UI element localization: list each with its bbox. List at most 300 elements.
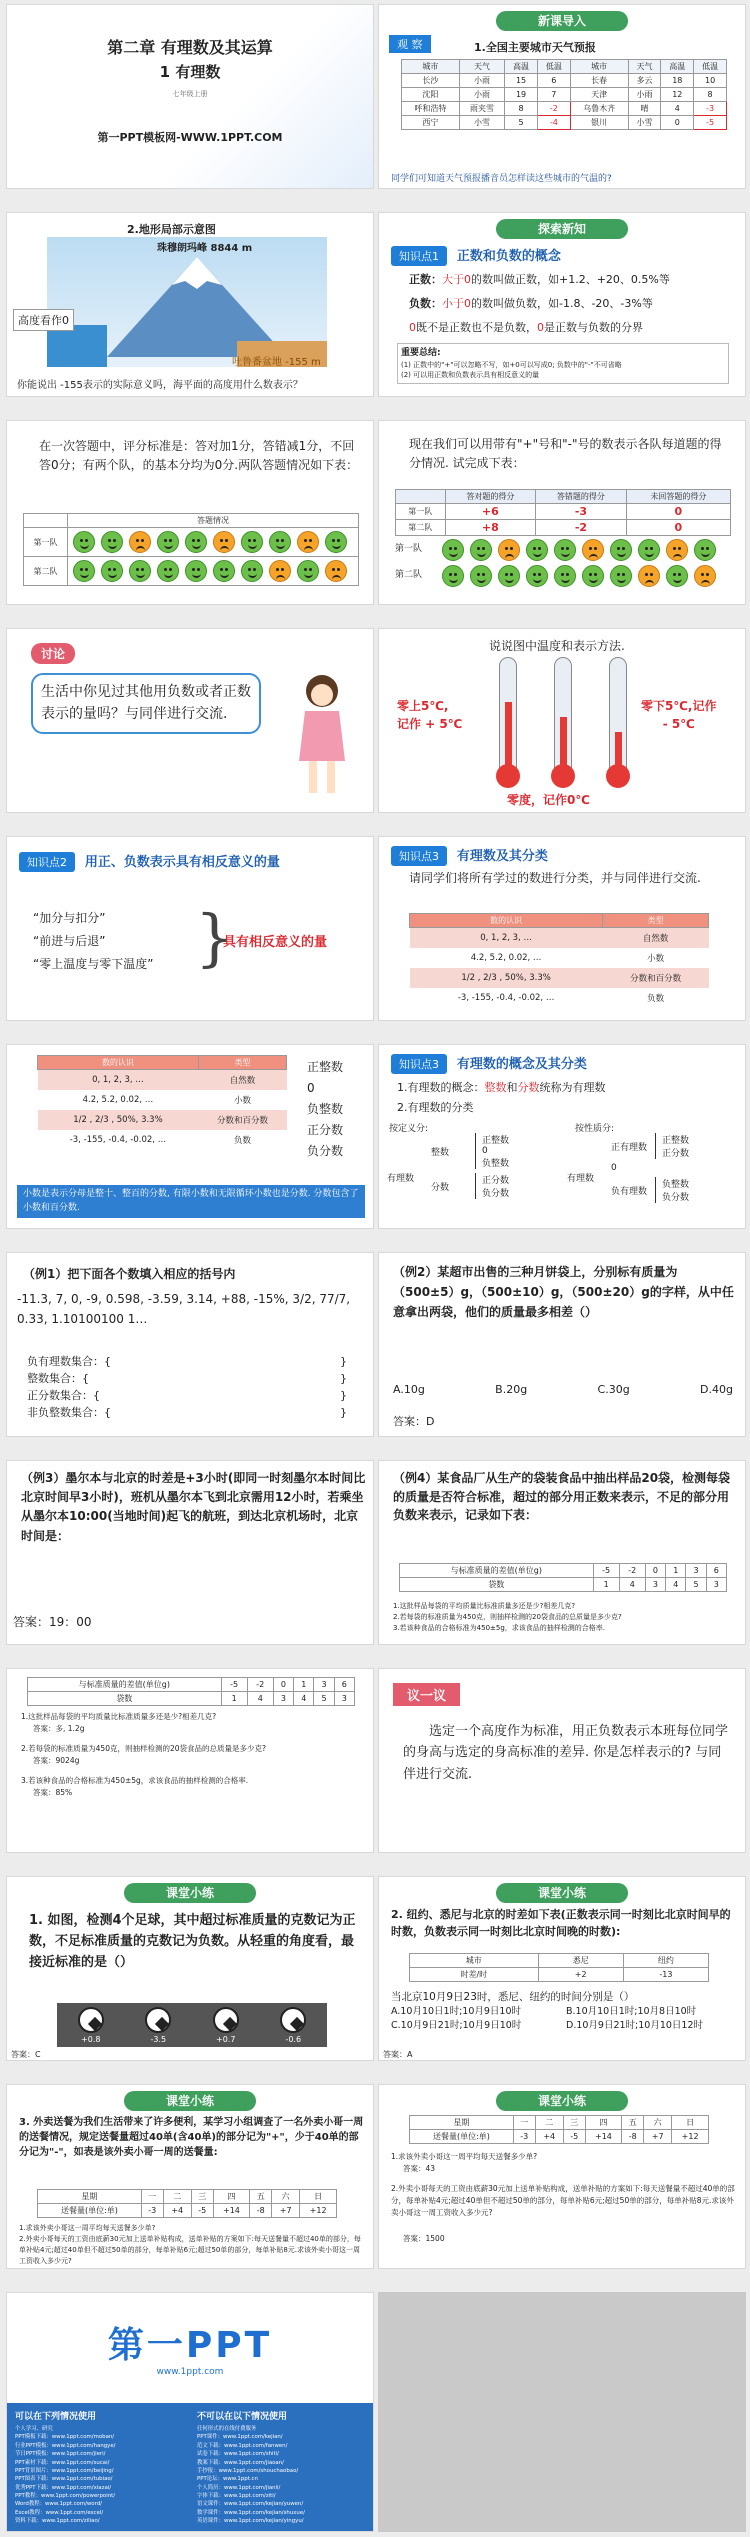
table-row	[28, 1678, 355, 1692]
table-cell: -5	[593, 1564, 619, 1578]
table-cell: 1	[221, 1692, 247, 1706]
tree-root-right: 有理数	[567, 1174, 595, 1184]
classify-text: 请同学们将所有学过的数进行分类，并与同伴进行交流.	[409, 871, 701, 885]
table-cell: -3	[513, 2130, 535, 2144]
table-cell: 小雪	[628, 116, 661, 130]
thermo-title: 说说图中温度和表示方法.	[489, 639, 625, 653]
example1-title: （例1）把下面各个数填入相应的括号内	[23, 1267, 236, 1281]
table-cell: 6	[334, 1678, 354, 1692]
girl-icon	[287, 669, 357, 799]
empty-slot	[378, 2292, 746, 2532]
option: C.30g	[597, 1383, 630, 1396]
category-label: 负分数	[307, 1144, 344, 1158]
table-row	[410, 1954, 709, 1968]
slide-classify[interactable]	[378, 836, 746, 1021]
soccer-ball-item	[207, 2007, 245, 2044]
table-cell: 星期	[410, 2116, 514, 2130]
brand-logo: 第一PPT	[107, 2325, 273, 2366]
resource-link: PPT模板下载：www.1ppt.com/moban/	[15, 2434, 115, 2441]
table-row	[38, 1070, 287, 1091]
answer-set-label: 非负整数集合：{	[27, 1406, 111, 1420]
table-cell: 6	[706, 1564, 726, 1578]
tree-leaves	[475, 1133, 509, 1169]
table-cell: +14	[213, 2204, 250, 2218]
ball-weight-label: -0.6	[285, 2034, 302, 2044]
resource-link: 数学课件：www.1ppt.com/kejian/shuxue/	[197, 2509, 305, 2516]
discussion-badge: 讨论	[31, 643, 75, 664]
practice1-answer: 答案：C	[11, 2050, 41, 2059]
terrain-figure	[47, 237, 327, 367]
table-cell: 3	[334, 1692, 354, 1706]
practice3-subquestions: 1.求该外卖小哥这一周平均每天送餐多少单? 2.外卖小哥每天的工资由底薪30元加上送单补贴构成，送单补贴的方案如下:每天送餐量不超过40单的部分，每单补贴4元;超过40单但不超过50单的部分，每单补贴6元;超过50单的部分，每单补贴8元.求该外卖小哥这一周工资收入多少元?	[19, 2224, 361, 2265]
table-cell: 4	[294, 1692, 314, 1706]
delivery-table	[37, 2189, 337, 2218]
slide-title[interactable]	[6, 4, 374, 189]
practice-banner: 课堂小练	[124, 1883, 256, 1903]
option: A.10月10日1时;10月9日10时	[391, 2006, 521, 2017]
answer-set-close: }	[340, 1406, 347, 1420]
table-cell: 小雨	[459, 88, 504, 102]
terrain-question: 你能说出 -155表示的实际意义吗，海平面的高度用什么数表示？	[17, 380, 303, 391]
table-header: 天气	[459, 60, 504, 74]
slide-example4-answer[interactable]	[6, 1668, 374, 1853]
option: A.10g	[393, 1383, 425, 1396]
resource-link: 行业PPT模板：www.1ppt.com/hangye/	[15, 2442, 116, 2449]
table-row	[410, 928, 709, 949]
table-cell: -8	[250, 2204, 272, 2218]
practice3-question: 3. 外卖送餐为我们生活带来了许多便利，某学习小组调查了一名外卖小哥一周的送餐情况，规定送餐量超过40单(含40单)的部分记为"+"，少于40单的部分记为"-"，如表是该外卖小哥一周的送餐量:	[19, 2117, 364, 2158]
table-cell: -5	[694, 116, 727, 130]
table-cell: 日	[672, 2116, 709, 2130]
table-header: 答对题的得分	[445, 490, 536, 504]
table-cell: 小雨	[459, 74, 504, 88]
tree-node: 分数	[431, 1182, 450, 1193]
table-cell: -5	[191, 2204, 213, 2218]
delivery-table	[409, 2115, 709, 2144]
table-header: 高温	[661, 60, 694, 74]
table-cell: 雨夹雪	[459, 102, 504, 116]
example2-answer: 答案：D	[393, 1415, 435, 1428]
slide-opposite-quantities[interactable]	[6, 836, 374, 1021]
table-header: 未回答题的得分	[626, 490, 730, 504]
opposite-list: “加分与扣分” “前进与后退” “零上温度与零下温度”	[33, 911, 154, 971]
scoring-faces-table: 答题情况 第一队 第二队	[23, 513, 359, 586]
example2-question: （例2）某超市出售的三种月饼袋上，分别标有质量为（500±5）g，（500±10）g，（500±20）g的字样，从中任意拿出两袋，他们的质量最多相差（）	[393, 1265, 734, 1319]
resource-link: PPT图表下载：www.1ppt.com/tubiao/	[15, 2476, 113, 2483]
table-cell: 自然数	[642, 934, 669, 944]
soccer-ball-item	[72, 2007, 110, 2044]
tree-branch	[611, 1133, 689, 1159]
table-cell: 4	[666, 1578, 686, 1592]
table-header: 数的认识	[410, 914, 603, 928]
tree-leaves	[655, 1133, 689, 1159]
table-cell: 沈阳	[402, 88, 460, 102]
slide-resources[interactable]	[6, 2292, 374, 2532]
table-cell: +8	[445, 520, 536, 536]
category-label: 正整数	[307, 1060, 344, 1074]
resource-link: 英语课件：www.1ppt.com/kejian/yingyu/	[197, 2518, 304, 2525]
faces-summary: 第一队 第二队	[395, 537, 731, 589]
thermometer-plus-icon	[499, 657, 517, 777]
above-zero-label: 零上5℃, 记作 + 5℃	[397, 699, 463, 731]
practice-banner: 课堂小练	[496, 2091, 628, 2111]
category-labels	[307, 1057, 343, 1162]
table-cell: 3	[645, 1578, 665, 1592]
zero-degree-label: 零度，记作0℃	[507, 793, 590, 807]
table-cell: -5	[563, 2130, 585, 2144]
table-cell: 第一队	[396, 504, 446, 520]
ball-weight-label: -3.5	[150, 2034, 167, 2044]
tree-node: 负有理数	[611, 1186, 648, 1197]
slide-example3[interactable]	[6, 1460, 374, 1645]
opposite-result: 具有相反意义的量	[223, 935, 328, 950]
table-header: 类型	[603, 914, 709, 928]
positive-def: 正数：大于0的数叫做正数，如+1.2、+20、0.5%等	[409, 273, 670, 286]
table-cell: -2	[537, 102, 570, 116]
answer-set-row	[27, 1353, 347, 1370]
ball-weight-label: +0.7	[216, 2034, 236, 2044]
table-row	[28, 1692, 355, 1706]
weather-table	[401, 59, 727, 130]
slide-weather[interactable]	[378, 4, 746, 189]
table-cell: -2	[536, 520, 627, 536]
answer-set-row	[27, 1404, 347, 1421]
table-cell: 6	[537, 74, 570, 88]
lesson-title: 1 有理数	[159, 63, 221, 81]
tree-leaf: 负分数	[482, 1189, 510, 1199]
table-cell: 分数和百分数	[216, 1116, 268, 1126]
slide-discussion[interactable]	[6, 628, 374, 813]
knowledge-title: 有理数及其分类	[456, 849, 548, 864]
table-header: 天气	[628, 60, 661, 74]
team1-faces	[68, 528, 359, 557]
table-header: 低温	[537, 60, 570, 74]
table-row	[38, 1130, 287, 1150]
option: D.10月9日21时;10月10日12时	[566, 2020, 704, 2032]
brace-icon: }	[195, 901, 235, 974]
table-cell: +4	[163, 2204, 191, 2218]
table-cell: 1	[593, 1578, 619, 1592]
knowledge-title: 用正、负数表示具有相反意义的量	[84, 855, 280, 870]
tree-node: 0	[611, 1163, 617, 1173]
table-cell: 10	[694, 74, 727, 88]
table-cell: 15	[505, 74, 538, 88]
table-cell: 银川	[570, 116, 628, 130]
weather-question: 同学们可知道天气预报播音员怎样读这些城市的气温的?	[391, 174, 612, 184]
answer-set-label: 负有理数集合：{	[27, 1355, 111, 1368]
table-cell: 晴	[628, 102, 661, 116]
table-cell: 5	[686, 1578, 706, 1592]
weather-title: 1.全国主要城市天气预报	[474, 41, 596, 54]
table-row	[400, 1564, 727, 1578]
thermometer-minus-icon	[609, 657, 627, 777]
slide-discuss2[interactable]	[378, 1668, 746, 1853]
example3-question: （例3）墨尔本与北京的时差是+3小时(即同一时刻墨尔本时间比北京时间早3小时)，班机从墨尔本飞到北京需用12小时，若乘坐从墨尔本10:00(当地时间)起飞的航班，到达北京机场时，北京时间是：	[21, 1471, 366, 1543]
negative-def: 负数：小于0的数叫做负数，如-1.8、-20、-3%等	[409, 297, 653, 310]
table-cell: 六	[644, 2116, 672, 2130]
table-cell: 4	[247, 1692, 273, 1706]
table-cell: 时差/时	[410, 1968, 539, 1982]
property-tree	[611, 1133, 689, 1207]
table-row	[402, 88, 727, 102]
classify-note: 小数是表示分母是整十、整百的分数, 有限小数和无限循环小数也是分数. 分数包含了小数和百分数.	[17, 1185, 365, 1218]
resource-link: 优秀PPT下载：www.1ppt.com/xiazai/	[15, 2484, 112, 2491]
table-cell: +2	[538, 1968, 623, 1982]
sea-level-label: 高度看作0	[13, 309, 74, 331]
answer-set-row	[27, 1370, 347, 1387]
table-cell: 3	[706, 1578, 726, 1592]
table-cell: 4	[661, 102, 694, 116]
table-cell: 日	[300, 2190, 337, 2204]
section-banner: 探索新知	[496, 219, 628, 239]
example2-options	[393, 1383, 733, 1396]
mountain-graphic	[47, 237, 327, 367]
table-cell: 12	[661, 88, 694, 102]
rational-def: 1.有理数的概念：整数和分数统称为有理数	[397, 1081, 606, 1094]
table-cell: 负数	[233, 1136, 251, 1146]
table-header-row	[38, 1056, 287, 1070]
example4-question: （例4）某食品厂从生产的袋装食品中抽出样品20袋，检测每袋的质量是否符合标准，超过的部分用正数来表示，不足的部分用负数来表示，记录如下表：	[393, 1471, 731, 1523]
disallowed-title: 不可以在以下情况使用	[197, 2412, 288, 2422]
score-table-text: 现在我们可以用带有"+"号和"-"号的数表示各队每道题的得分情况. 试完成下表：	[409, 437, 722, 471]
table-cell: -8	[622, 2130, 644, 2144]
scoring-text: 在一次答题中，评分标准是：答对加1分，答错减1分，不回答0分；有两个队，的基本分均为0分.两队答题情况如下表：	[39, 439, 359, 473]
timezone-table	[409, 1953, 709, 1982]
slide-example4[interactable]	[378, 1460, 746, 1645]
tree-node: 正有理数	[611, 1142, 648, 1153]
ball-weight-label: +0.8	[81, 2034, 101, 2044]
table-cell: +12	[672, 2130, 709, 2144]
tree-leaf: 0	[482, 1146, 488, 1156]
option: D.40g	[700, 1383, 733, 1396]
slide-scoring[interactable]	[6, 420, 374, 605]
below-zero-label: 零下5℃,记作 - 5℃	[641, 699, 717, 731]
slide-rational-classification[interactable]	[378, 1044, 746, 1229]
answer-sets	[27, 1353, 347, 1421]
table-cell: 0	[645, 1564, 665, 1578]
soccer-ball-icon	[213, 2007, 239, 2033]
example4-subquestions: 1.这批样品每袋的平均质量比标准质量多还是少?相差几克? 2.若每袋的标准质量为450克，则抽样检测的20袋食品的总质量是多少克? 3.若该种食品的合格标准为450±5g，求该食品的抽样检测的合格率.	[393, 1602, 622, 1633]
table-row	[402, 102, 727, 116]
slide-score-table[interactable]	[378, 420, 746, 605]
slide-practice3[interactable]	[6, 2084, 374, 2269]
table-cell: 纽约	[623, 1954, 708, 1968]
practice3-answers: 1.求该外卖小哥这一周平均每天送餐多少单? 答案：43 2.外卖小哥每天的工资由底薪30元加上送单补贴构成，送单补贴的方案如下:每天送餐量不超过40单的部分，每单补贴4元;超过40单但不超过50单的部分，每单补贴6元;超过50单的部分，每单补贴8元.求该外卖小哥这一周工资收入多少元? 答案：1500	[391, 2152, 735, 2243]
option: B.20g	[495, 1383, 528, 1396]
slide-practice1[interactable]	[6, 1876, 374, 2061]
team2-faces	[68, 557, 359, 586]
soccer-ball-item	[274, 2007, 312, 2044]
table-row	[410, 948, 709, 968]
terrain-title: 2.地形局部示意图	[127, 223, 216, 236]
table-cell: 五	[250, 2190, 272, 2204]
table-cell: -3	[141, 2204, 163, 2218]
tree-branch	[431, 1133, 509, 1169]
table-cell: +12	[300, 2204, 337, 2218]
knowledge-badge: 知识点3	[391, 1054, 447, 1074]
slide-practice2[interactable]	[378, 1876, 746, 2061]
table-cell: +7	[272, 2204, 300, 2218]
table-row	[410, 988, 709, 1008]
table-cell: 0, 1, 2, 3, …	[92, 1075, 144, 1085]
resource-link: Excel教程：www.1ppt.com/excel/	[15, 2509, 104, 2516]
table-cell: 负数	[647, 994, 665, 1004]
table-cell: 自然数	[229, 1076, 256, 1086]
table-cell: 小数	[647, 954, 665, 964]
tree-leaf: 正分数	[662, 1149, 690, 1159]
tree-leaves	[655, 1177, 689, 1203]
table-cell: 送餐量(单位:单)	[410, 2130, 514, 2144]
discuss-text: 选定一个高度作为标准，用正负数表示本班每位同学的身高与选定的身高标准的差异. 你是怎样表示的? 与同伴进行交流.	[403, 1724, 729, 1782]
table-header-row	[410, 914, 709, 928]
table-cell: 西宁	[402, 116, 460, 130]
tree-branch	[431, 1173, 509, 1199]
table-cell: 二	[535, 2116, 563, 2130]
table-cell: 城市	[410, 1954, 539, 1968]
table-cell: 四	[213, 2190, 250, 2204]
resource-panel	[7, 2403, 374, 2532]
resource-link: 语文课件：www.1ppt.com/kejian/yuwen/	[197, 2501, 304, 2508]
slide-practice3-answer[interactable]	[378, 2084, 746, 2269]
table-cell: 送餐量(单位:单)	[38, 2204, 142, 2218]
slide-classify-answer[interactable]	[6, 1044, 374, 1229]
slide-thermometers[interactable]	[378, 628, 746, 813]
deviation-table	[27, 1677, 355, 1706]
option: B.10月10日1时;10月8日10时	[566, 2006, 697, 2017]
section-banner: 新课导入	[496, 11, 628, 31]
soccer-ball-icon	[280, 2007, 306, 2033]
slide-example2[interactable]	[378, 1252, 746, 1437]
table-cell: +7	[644, 2130, 672, 2144]
number-types-table	[37, 1055, 287, 1150]
zero-def: 0既不是正数也不是负数，0是正数与负数的分界	[409, 321, 643, 334]
table-cell: +4	[535, 2130, 563, 2144]
soccer-ball-icon	[78, 2007, 104, 2033]
tree-node: 整数	[431, 1147, 450, 1158]
table-cell: 3	[314, 1678, 334, 1692]
example1-numbers: -11.3, 7, 0, -9, 0.598, -3.59, 3.14, +88, -15%, 3/2, 77/7, 0.33, 1.10100100 1…	[17, 1292, 351, 1327]
table-cell: 0	[661, 116, 694, 130]
table-cell: 7	[537, 88, 570, 102]
table-header: 高温	[505, 60, 538, 74]
soccer-ball-icon	[145, 2007, 171, 2033]
table-row	[38, 2190, 337, 2204]
category-label: 负整数	[307, 1102, 344, 1116]
resource-link: 个人简历：www.1ppt.com/jianli/	[197, 2484, 281, 2491]
tree-branch	[611, 1163, 689, 1173]
slide-pos-neg-concept[interactable]	[378, 212, 746, 397]
table-cell: 0	[273, 1678, 293, 1692]
table-row	[402, 116, 727, 130]
allowed-links	[15, 2425, 191, 2526]
resource-link: Word教程：www.1ppt.com/word/	[15, 2501, 102, 2508]
deviation-table	[399, 1563, 727, 1592]
tree-leaf: 负整数	[662, 1180, 690, 1190]
resource-link: 范文下载：www.1ppt.com/fanwen/	[197, 2442, 288, 2449]
table-cell: 星期	[38, 2190, 142, 2204]
answer-set-row	[27, 1387, 347, 1404]
slide-terrain[interactable]	[6, 212, 374, 397]
table-cell: -3	[536, 504, 627, 520]
resource-link: 试卷下载：www.1ppt.com/shiti/	[197, 2451, 279, 2458]
table-cell: 5	[314, 1692, 334, 1706]
resource-link: 教案下载：www.1ppt.com/jiaoan/	[197, 2459, 284, 2466]
table-cell: 多云	[628, 74, 661, 88]
resource-link: 手抄报：www.1ppt.com/shouchaobao/	[197, 2467, 299, 2474]
answer-set-label: 正分数集合：{	[27, 1389, 100, 1403]
table-cell: 六	[272, 2190, 300, 2204]
table-header: 低温	[694, 60, 727, 74]
table-cell: 0	[626, 520, 730, 536]
table-cell: 8	[505, 102, 538, 116]
example4-answers: 1.这批样品每袋的平均质量比标准质量多还是少?相差几克? 答案：多, 1.2g 2.若每袋的标准质量为450克，则抽样检测的20袋食品的总质量是多少克? 答案：9024g 3.若该种食品的合格标准为450±5g，求该食品的抽样检测的合格率. 答案：85%	[21, 1712, 266, 1797]
table-cell: 三	[191, 2190, 213, 2204]
allowed-title: 可以在下列情况使用	[15, 2412, 97, 2422]
soccer-balls	[57, 2003, 327, 2047]
by-property-caption: 按性质分:	[575, 1124, 615, 1134]
example3-answer: 答案：19：00	[13, 1615, 92, 1629]
table-cell: 5	[505, 116, 538, 130]
table-cell: 0, 1, 2, 3, …	[480, 933, 532, 943]
grade-label: 七年级上册	[172, 90, 208, 98]
resource-link: 资料下载：www.1ppt.com/ziliao/	[15, 2518, 100, 2525]
basin-label: 吐鲁番盆地 -155 m	[232, 357, 321, 368]
answer-set-close: }	[340, 1389, 347, 1403]
tree-leaf: 正整数	[662, 1136, 690, 1146]
table-cell: +14	[585, 2130, 622, 2144]
table-cell: -4	[537, 116, 570, 130]
table-cell: 乌鲁木齐	[570, 102, 628, 116]
table-cell: 19	[505, 88, 538, 102]
table-cell: 1	[294, 1678, 314, 1692]
table-header	[396, 490, 446, 504]
table-cell: 四	[585, 2116, 622, 2130]
table-cell: 3	[686, 1564, 706, 1578]
table-cell: 3	[273, 1692, 293, 1706]
table-cell: 五	[622, 2116, 644, 2130]
table-cell: 小雨	[628, 88, 661, 102]
resource-link: PPT教程：www.1ppt.com/powerpoint/	[15, 2493, 116, 2499]
table-cell: 1/2 , 2/3 , 50%, 3.3%	[73, 1115, 163, 1125]
knowledge-badge: 知识点3	[391, 846, 447, 866]
table-row	[410, 1968, 709, 1982]
score-table	[395, 489, 731, 536]
brand-url: www.1ppt.com	[156, 2367, 224, 2377]
table-cell: 与标准质量的差值(单位g)	[400, 1564, 594, 1578]
table-cell: 第二队	[396, 520, 446, 536]
table-cell: -13	[623, 1968, 708, 1982]
table-cell: 悉尼	[538, 1954, 623, 1968]
practice2-prompt: 当北京10月9日23时，悉尼、纽约的时间分别是（）	[391, 1991, 635, 2003]
tree-leaf: 正分数	[482, 1176, 510, 1186]
table-cell: 长沙	[402, 74, 460, 88]
table-cell: -5	[221, 1678, 247, 1692]
tree-root-left: 有理数	[387, 1174, 415, 1184]
table-cell: 0	[626, 504, 730, 520]
category-label: 0	[307, 1081, 315, 1095]
table-row	[410, 2116, 709, 2130]
knowledge-title: 有理数的概念及其分类	[456, 1057, 587, 1072]
resource-link: PPT素材下载：www.1ppt.com/sucai/	[15, 2459, 110, 2466]
table-row	[410, 968, 709, 988]
chapter-title: 第二章 有理数及其运算	[107, 38, 273, 57]
slide-example1[interactable]	[6, 1252, 374, 1437]
table-row	[38, 2204, 337, 2218]
table-header: 数的认识	[38, 1056, 199, 1070]
table-cell: 分数和百分数	[630, 974, 682, 984]
table-cell: 一	[141, 2190, 163, 2204]
answer-set-close: }	[340, 1355, 347, 1368]
